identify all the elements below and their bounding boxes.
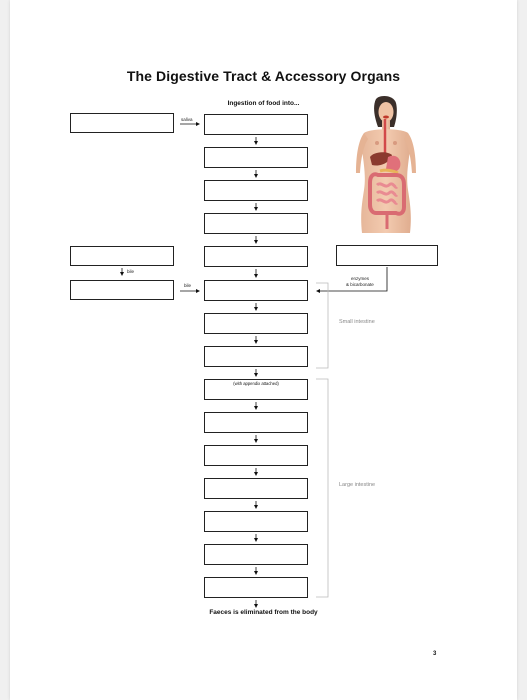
small-intestine-bracket [316, 283, 328, 368]
large-intestine-bracket [316, 379, 328, 597]
bile-label-right: bile [184, 283, 192, 288]
bicarbonate-label: & bicarbonate [346, 282, 374, 287]
digestive-system-illustration-icon [350, 95, 422, 235]
appendix-note: (with appendix attached) [233, 381, 279, 386]
saliva-label: saliva [181, 117, 193, 122]
bile-label-down: bile [127, 269, 135, 274]
page-title: The Digestive Tract & Accessory Organs [126, 68, 401, 84]
small-intestine-label: Small intestine [339, 319, 375, 325]
enzymes-label: enzymes [351, 276, 370, 281]
subtitle: Ingestion of food into... [227, 100, 300, 107]
footer-text: Faeces is eliminated from the body [209, 609, 318, 616]
large-intestine-label: Large intestine [339, 482, 376, 488]
page-number: 3 [433, 651, 437, 657]
